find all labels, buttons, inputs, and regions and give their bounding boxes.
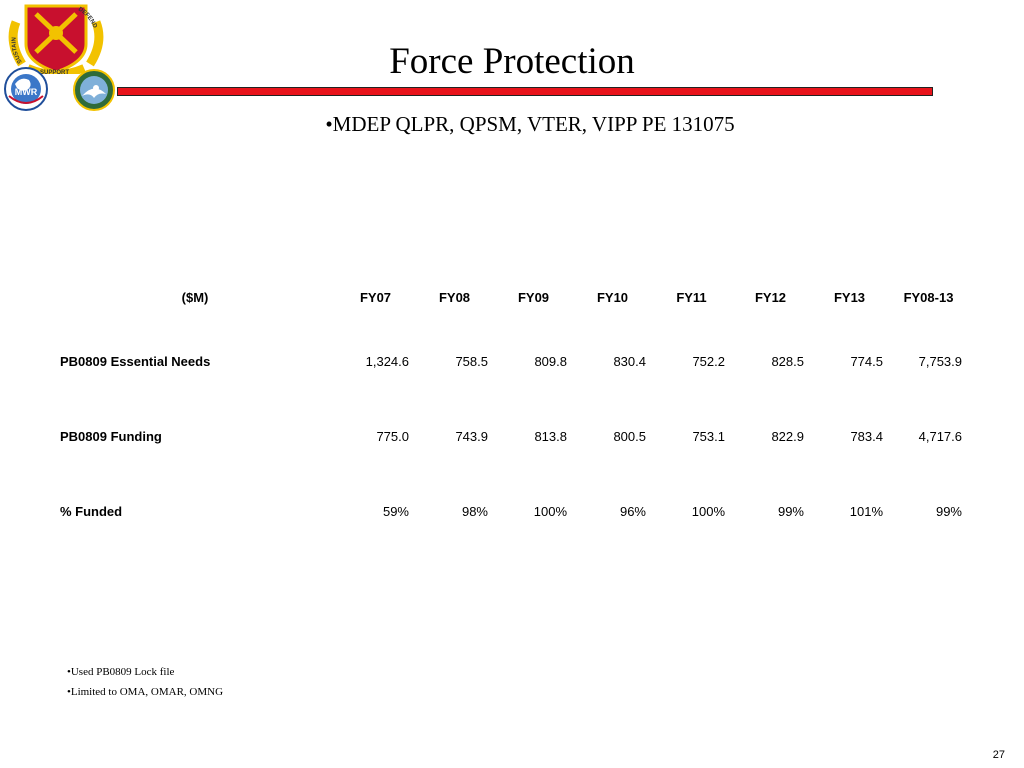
- column-header-fy09: FY09: [517, 289, 550, 305]
- table-cell: 783.4: [850, 429, 883, 444]
- table-cell: 743.9: [455, 429, 488, 444]
- table-cell: 99%: [777, 504, 804, 519]
- column-header-fy07: FY07: [359, 289, 392, 305]
- badge-right-text: DEFEND: [76, 6, 98, 30]
- funding-table: [60, 270, 962, 549]
- table-cell: 100%: [533, 504, 567, 519]
- column-header-fy11: FY11: [676, 289, 707, 305]
- column-header-fy08: FY08: [438, 289, 471, 305]
- column-header-fy13: FY13: [833, 289, 866, 305]
- table-cell: 828.5: [771, 354, 804, 369]
- table-cell: 98%: [461, 504, 488, 519]
- table-cell: 800.5: [613, 429, 646, 444]
- table-cell: 100%: [691, 504, 725, 519]
- table-cell: 96%: [619, 504, 646, 519]
- table-cell: 758.5: [455, 354, 488, 369]
- table-cell: 752.2: [692, 354, 725, 369]
- slide-subtitle: •MDEP QLPR, QPSM, VTER, VIPP PE 131075: [325, 112, 735, 136]
- row-label: PB0809 Funding: [60, 429, 162, 444]
- footnote-item: •Limited to OMA, OMAR, OMNG: [67, 686, 224, 698]
- table-cell: 753.1: [692, 429, 725, 444]
- table-row-essential-needs: [60, 324, 962, 399]
- badge-left-text: SUSTAIN: [11, 37, 24, 65]
- table-cell: 774.5: [850, 354, 883, 369]
- title-accent-bar: [117, 87, 933, 96]
- page-number: 27: [992, 749, 1005, 761]
- footnote-item: •Used PB0809 Lock file: [67, 666, 175, 678]
- table-cell: 830.4: [613, 354, 646, 369]
- table-cell: 809.8: [534, 354, 567, 369]
- table-cell: 1,324.6: [365, 354, 409, 369]
- table-cell: 101%: [849, 504, 883, 519]
- table-header-row: [60, 270, 962, 324]
- column-header-fy10: FY10: [596, 289, 629, 305]
- row-label: PB0809 Essential Needs: [60, 354, 211, 369]
- column-header-fy12: FY12: [754, 289, 787, 305]
- column-header-units: ($M): [181, 289, 209, 305]
- slide-title: Force Protection: [389, 41, 635, 82]
- table-cell: 99%: [935, 504, 962, 519]
- table-cell: 59%: [382, 504, 409, 519]
- table-cell: 775.0: [376, 429, 409, 444]
- table-cell: 822.9: [771, 429, 804, 444]
- row-label: % Funded: [60, 504, 123, 519]
- table-row-percent-funded: [60, 474, 962, 549]
- badge-bottom-text: SUPPORT: [40, 70, 70, 74]
- mwr-text: MWR: [14, 87, 38, 97]
- footnotes: [67, 662, 223, 702]
- table-cell: 813.8: [534, 429, 567, 444]
- table-row-funding: [60, 399, 962, 474]
- column-header-fy08-13: FY08-13: [903, 289, 954, 305]
- table-cell: 4,717.6: [918, 429, 962, 444]
- table-cell: 7,753.9: [918, 354, 962, 369]
